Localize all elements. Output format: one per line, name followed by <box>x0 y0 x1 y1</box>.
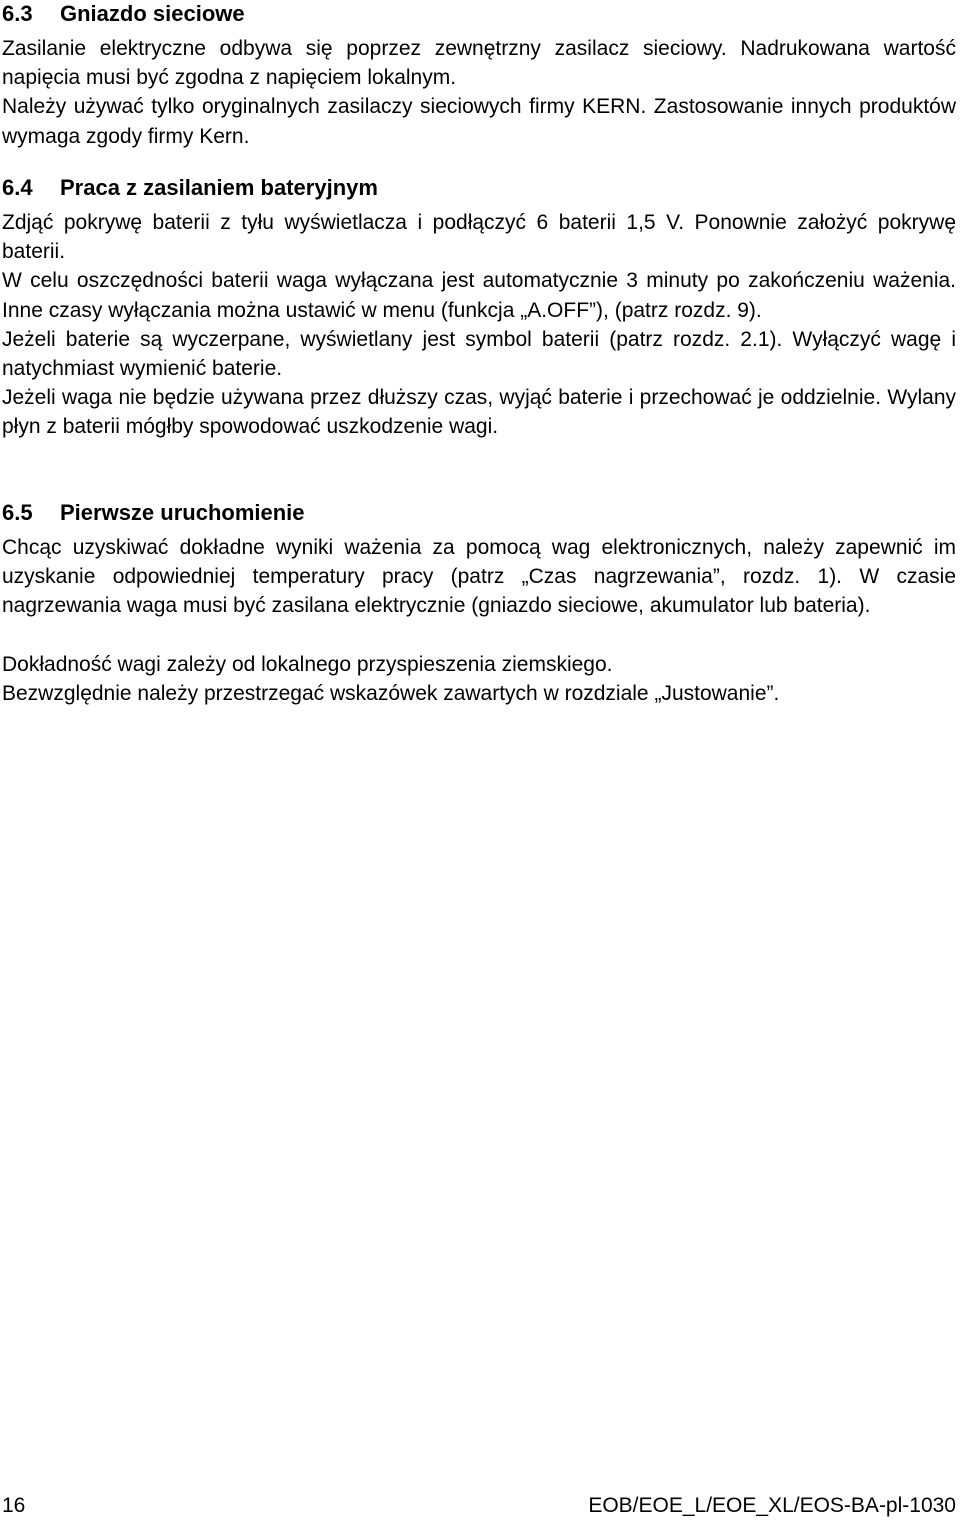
paragraph: Zdjąć pokrywę baterii z tyłu wyświetlacza i podłączyć 6 baterii 1,5 V. Ponownie założyć pokrywę baterii. <box>2 211 956 264</box>
section-6-4 <box>2 174 956 442</box>
paragraph: Dokładność wagi zależy od lokalnego przyspieszenia ziemskiego. <box>2 652 613 676</box>
section-number: 6.4 <box>2 175 33 200</box>
paragraph: Bezwzględnie należy przestrzegać wskazówek zawartych w rozdziale „Justowanie”. <box>2 681 780 705</box>
section-heading <box>2 0 956 28</box>
section-title: Praca z zasilaniem bateryjnym <box>60 175 378 200</box>
paragraph: W celu oszczędności baterii waga wyłączana jest automatycznie 3 minuty po zakończeniu ważenia. Inne czasy wyłączania można ustawić w menu (funkcja „A.OFF”), (patrz rozdz. 9). <box>2 269 956 322</box>
document-code: EOB/EOE_L/EOE_XL/EOS-BA-pl-1030 <box>588 1494 956 1517</box>
page-number: 16 <box>2 1494 26 1517</box>
section-title: Pierwsze uruchomienie <box>60 500 305 525</box>
section-heading <box>2 174 956 202</box>
paragraph: Należy używać tylko oryginalnych zasilaczy sieciowych firmy KERN. Zastosowanie innych produktów wymaga zgody firmy Kern. <box>2 95 956 148</box>
section-number: 6.3 <box>2 1 33 26</box>
section-title: Gniazdo sieciowe <box>60 1 245 26</box>
paragraph: Zasilanie elektryczne odbywa się poprzez zewnętrzny zasilacz sieciowy. Nadrukowana wartość napięcia musi być zgodna z napięciem lokalnym. <box>2 37 956 90</box>
paragraph: Jeżeli waga nie będzie używana przez dłuższy czas, wyjąć baterie i przechować je oddzielnie. Wylany płyn z baterii mógłby spowodować uszkodzenie wagi. <box>2 386 956 439</box>
section-6-5 <box>2 499 956 708</box>
paragraph: Chcąc uzyskiwać dokładne wyniki ważenia za pomocą wag elektronicznych, należy zapewnić im uzyskanie odpowiedniej temperatury pracy (patrz „Czas nagrzewania”, rozdz. 1). W czasie nagrzewania waga musi być zasilana elektrycznie (gniazdo sieciowe, akumulator lub bateria). <box>2 536 956 618</box>
section-6-3 <box>2 0 956 151</box>
paragraph: Jeżeli baterie są wyczerpane, wyświetlany jest symbol baterii (patrz rozdz. 2.1). Wyłączyć wagę i natychmiast wymienić baterie. <box>2 327 956 381</box>
section-heading <box>2 499 956 527</box>
section-number: 6.5 <box>2 500 33 525</box>
